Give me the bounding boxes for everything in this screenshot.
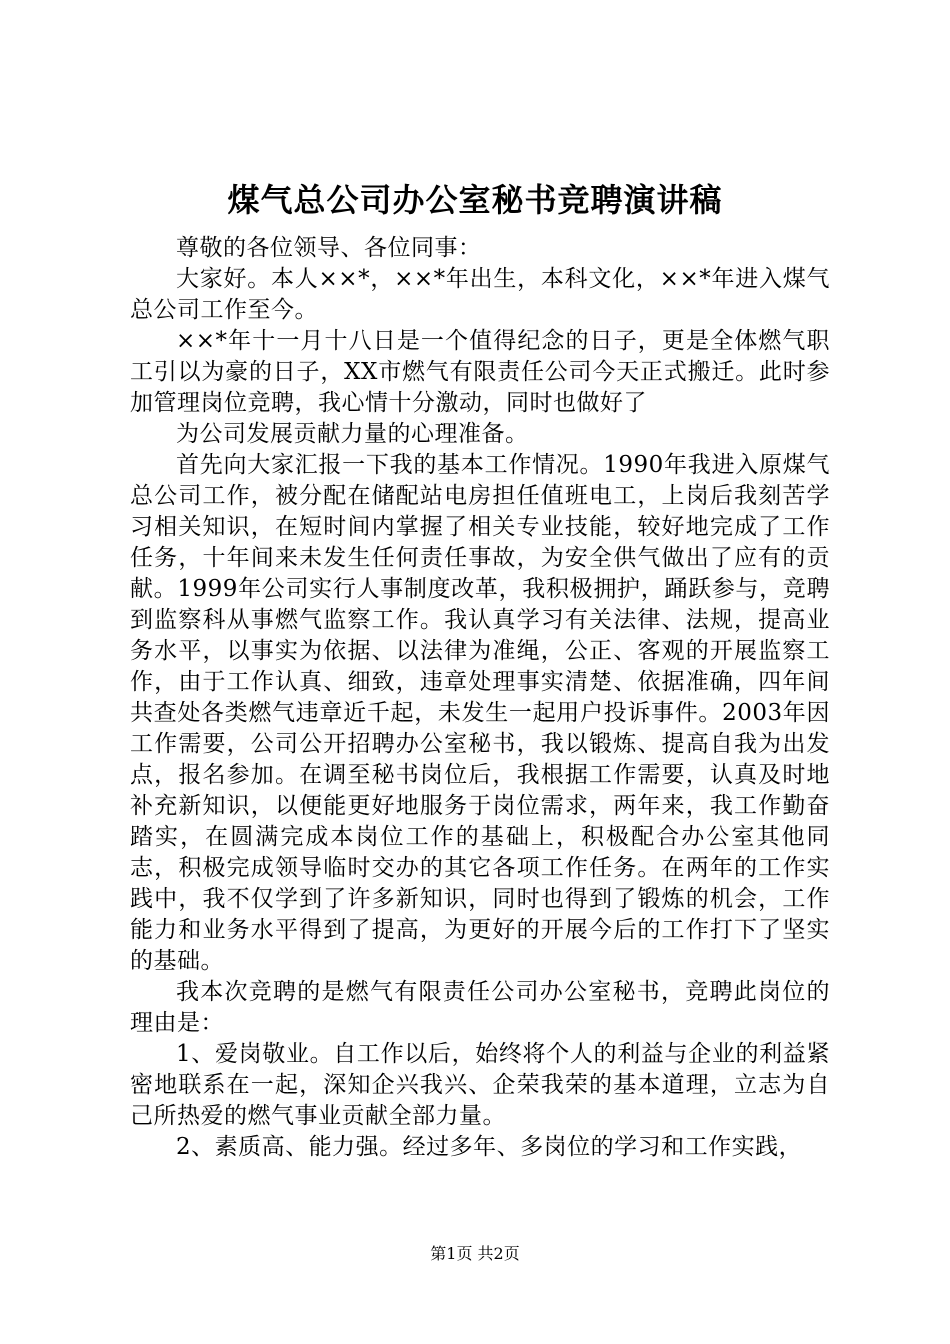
paragraph-reason-2: 2、素质高、能力强。经过多年、多岗位的学习和工作实践， bbox=[176, 1134, 803, 1160]
paragraph-date: ××*年十一月十八日是一个值得纪念的日子，更是全体燃气职工引以为豪的日子，XX市燃气有限责任公司今天正式搬迁。此时参加管理岗位竞聘，我心情十分激动，同时也做好了 bbox=[130, 328, 830, 416]
paragraph-intro: 大家好。本人××*，××*年出生，本科文化，××*年进入煤气总公司工作至今。 bbox=[130, 266, 830, 323]
page-number: 第1页 共2页 bbox=[430, 1244, 520, 1263]
paragraph-work-history: 首先向大家汇报一下我的基本工作情况。1990年我进入原煤气总公司工作，被分配在储配站电房担任值班电工，上岗后我刻苦学习相关知识，在短时间内掌握了相关专业技能，较好地完成了工作任务，十年间来未发生任何责任事故，为安全供气做出了应有的贡献。1999年公司实行人事制度改革，我积极拥护，踊跃参与，竞聘到监察科从事燃气监察工作。我认真学习有关法律、法规，提高业务水平，以事实为依据、以法律为准绳，公正、客观的开展监察工作，由于工作认真、细致，违章处理事实清楚、依据准确，四年间共查处各类燃气违章近千起，未发生一起用户投诉事件。2003年因工作需要，公司公开招聘办公室秘书，我以锻炼、提高自我为出发点，报名参加。在调至秘书岗位后，我根据工作需要，认真及时地补充新知识，以便能更好地服务于岗位需求，两年来，我工作勤奋踏实，在圆满完成本岗位工作的基础上，积极配合办公室其他同志，积极完成领导临时交办的其它各项工作任务。在两年的工作实践中，我不仅学到了许多新知识，同时也得到了锻炼的机会，工作能力和业务水平得到了提高，为更好的开展今后的工作打下了坚实的基础。 bbox=[130, 452, 830, 974]
paragraph-preparation: 为公司发展贡献力量的心理准备。 bbox=[176, 421, 529, 447]
paragraph-position: 我本次竞聘的是燃气有限责任公司办公室秘书，竞聘此岗位的理由是： bbox=[130, 979, 830, 1036]
document-title: 煤气总公司办公室秘书竞聘演讲稿 bbox=[227, 181, 723, 219]
paragraph-greeting: 尊敬的各位领导、各位同事： bbox=[176, 235, 482, 261]
paragraph-reason-1: 1、爱岗敬业。自工作以后，始终将个人的利益与企业的利益紧密地联系在一起，深知企兴我兴、企荣我荣的基本道理，立志为自己所热爱的燃气事业贡献全部力量。 bbox=[130, 1041, 830, 1129]
document-body bbox=[130, 233, 830, 1163]
